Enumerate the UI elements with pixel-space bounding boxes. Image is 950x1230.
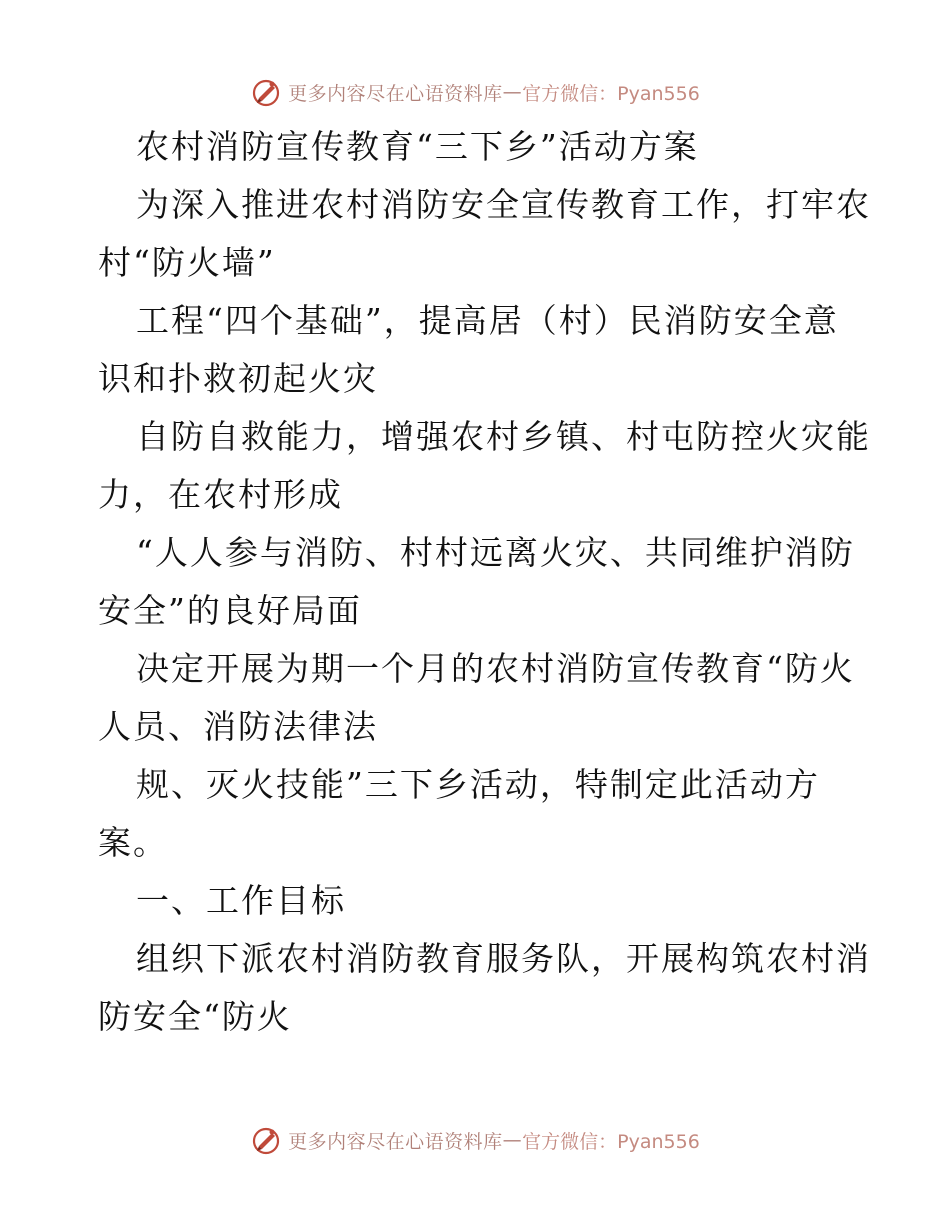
paragraph-line: “人人参与消防、村村远离火灾、共同维护消防 xyxy=(136,533,855,572)
banner-wechat: 官方微信：Pyan556 xyxy=(522,1130,700,1153)
paragraph-line: 自防自救能力，增强农村乡镇、村屯防控火灾能 xyxy=(136,417,871,456)
paragraph-line: 识和扑救初起火灾 xyxy=(98,359,378,398)
banner-text: 更多内容尽在心语资料库 xyxy=(288,82,503,105)
paragraph-line: 人员、消防法律法 xyxy=(98,707,378,746)
section-heading: 一、工作目标 xyxy=(136,881,346,920)
paragraph-line: 防安全“防火 xyxy=(98,997,292,1036)
banner-wechat: 官方微信：Pyan556 xyxy=(522,82,700,105)
paragraph-line: 规、灭火技能”三下乡活动，特制定此活动方 xyxy=(136,765,820,804)
paragraph-line: 安全”的良好局面 xyxy=(98,591,362,630)
paragraph-line: 村“防火墙” xyxy=(98,243,276,282)
paragraph-line: 决定开展为期一个月的农村消防宣传教育“防火 xyxy=(136,649,855,688)
paragraph-line: 为深入推进农村消防安全宣传教育工作，打牢农 xyxy=(136,185,871,224)
banner-dash: — xyxy=(502,81,523,103)
paragraph-line: 案。 xyxy=(98,823,168,862)
header-watermark xyxy=(0,72,950,112)
pen-logo-icon xyxy=(250,76,282,108)
pen-logo-icon xyxy=(250,1124,282,1156)
footer-watermark xyxy=(0,1120,950,1160)
paragraph-line: 力，在农村形成 xyxy=(98,475,343,514)
paragraph-line: 组织下派农村消防教育服务队，开展构筑农村消 xyxy=(136,939,871,978)
banner-dash: — xyxy=(502,1129,523,1151)
banner-text: 更多内容尽在心语资料库 xyxy=(288,1130,503,1153)
paragraph-line: 工程“四个基础”，提高居（村）民消防安全意 xyxy=(136,301,839,340)
document-body xyxy=(98,118,871,1046)
doc-title: 农村消防宣传教育“三下乡”活动方案 xyxy=(136,127,699,166)
